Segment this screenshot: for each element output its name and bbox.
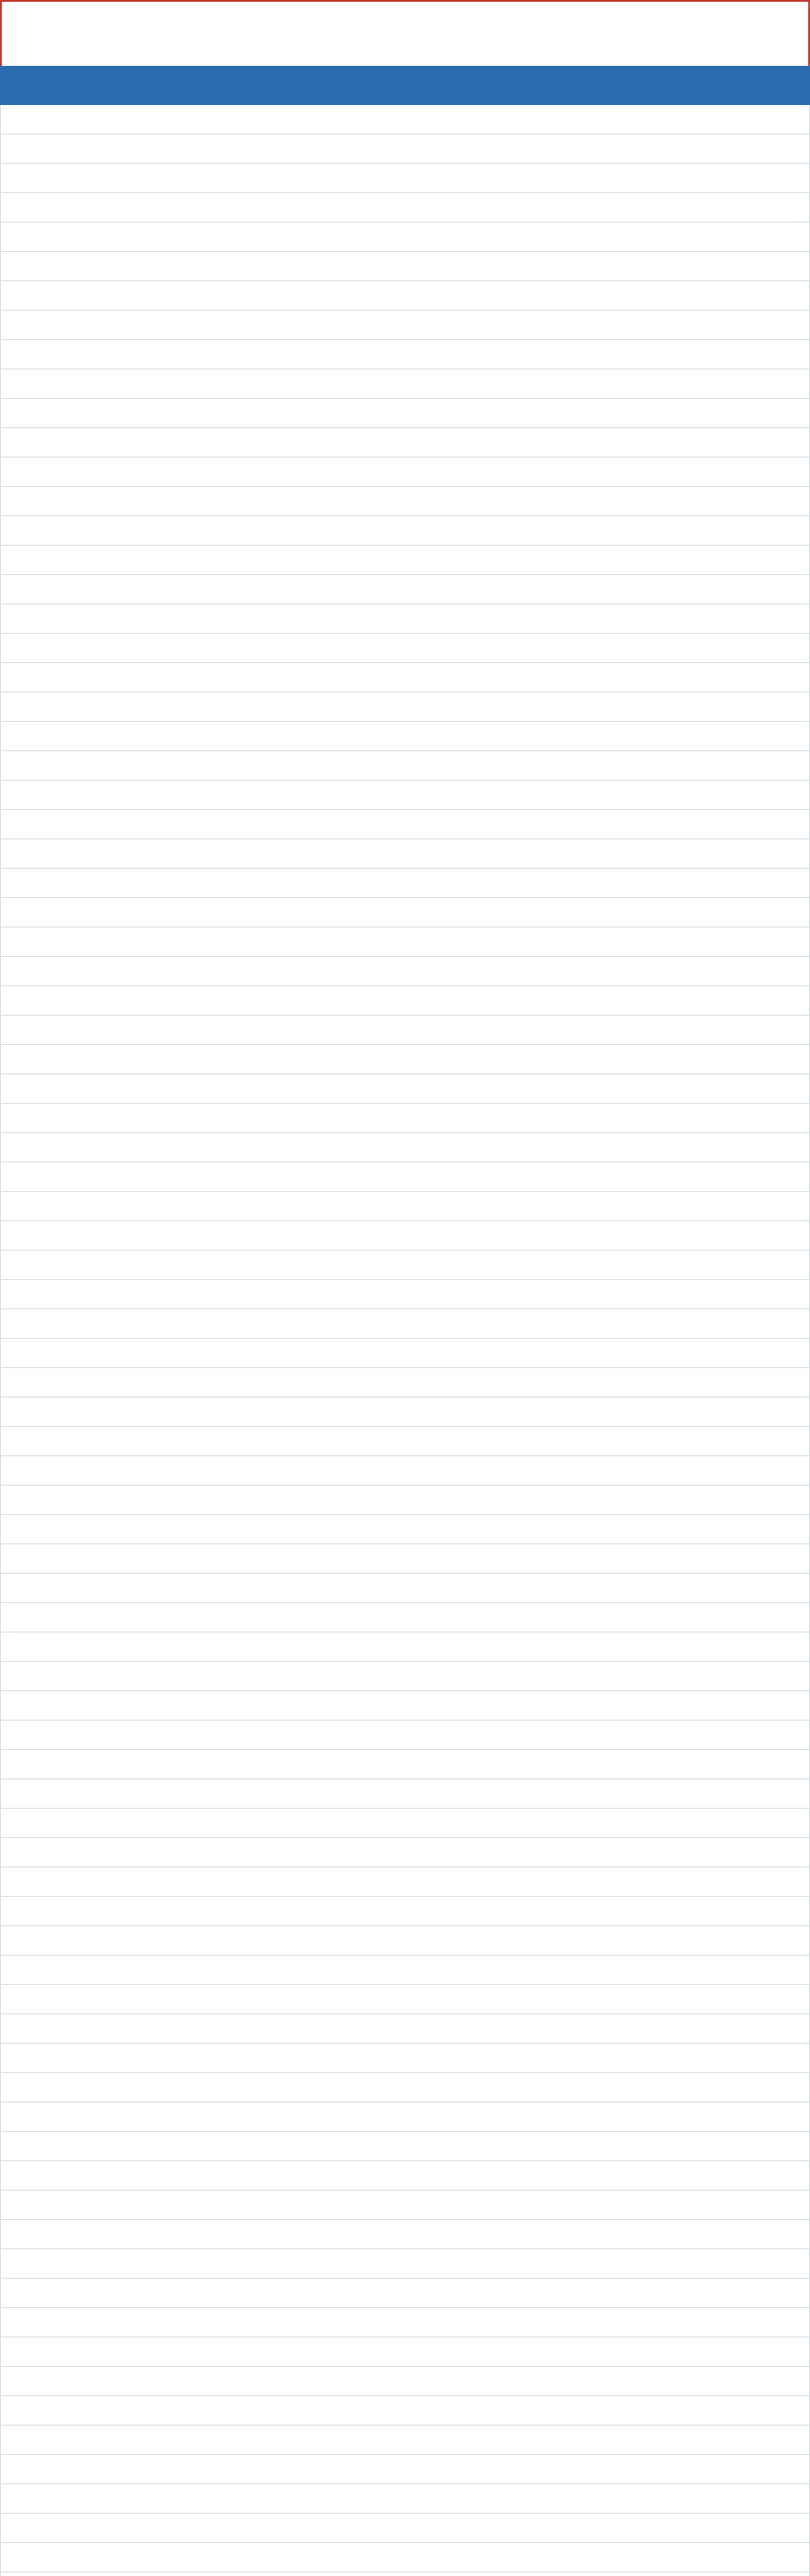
table-header xyxy=(0,66,810,105)
table-rows xyxy=(0,105,810,2576)
title-bar xyxy=(0,0,810,66)
